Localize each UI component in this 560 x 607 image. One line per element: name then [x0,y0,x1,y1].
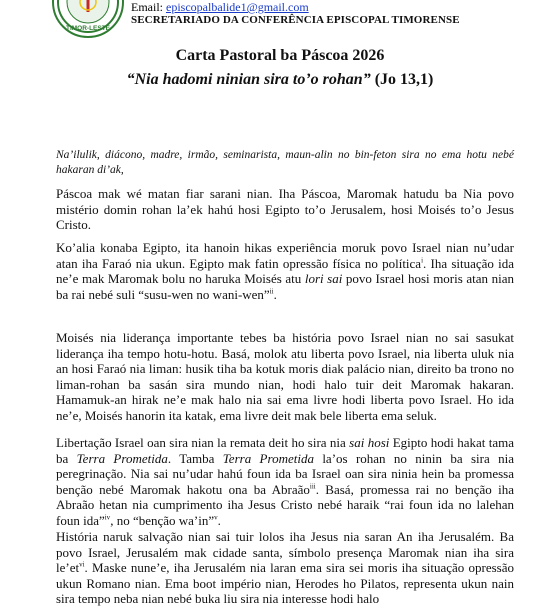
email-link[interactable]: episcopalbalide1@gmail.com [166,0,309,14]
subtitle-reference: (Jo 13,1) [374,71,434,88]
endnote-ref[interactable]: i [421,256,424,265]
paragraph-1: Páscoa mak wé matan fiar sarani nian. Iha Páscoa, Maromak hatudu ba Nia povo mistério domin rohan la’ek hahú hosi Egipto to’o Jerusalem, hosi Moisés to’o Jesus Cristo. [56,186,514,232]
p2-text: povo Israel hosi moris atan nian ba rai nebé suli “susu-wen no wani-wen” [56,271,514,302]
p4-text: Egipto hodi hakat tama ba [56,435,514,466]
logo-emblem-icon [54,0,122,36]
p4-text: Libertação Israel oan sira nian la remata deit ho sira nia [56,435,350,450]
p4-text: . [217,512,221,528]
p2-text: . [273,286,277,302]
logo-caption: TIMOR-LESTE [65,25,111,32]
email-line [131,0,309,15]
p4-emphasis: sai hosi [349,435,390,450]
p5-text: História naruk salvação nian sai tuir lolos iha Jesus nia saran An iha Jerusalém. Ba povo Israel, Jerusalém mak cidade santa, símbolo presença Maromak nian iha sira le’et [56,529,514,575]
paragraph-5 [56,529,514,607]
p4-text: , no “benção wa’in” [110,512,215,528]
secretariat-name: SECRETARIADO DA CONFERÊNCIA EPISCOPAL TIMORENSE [131,14,460,26]
conference-logo [52,0,124,38]
p4-text: . Basá, promessa rai no benção iha Abraão hetan nia cumprimento iha Jesus Cristo nebé haraik “rai foun ida no lalehan foun ida” [56,481,514,528]
letter-subtitle [0,71,560,89]
p4-emphasis: Terra Prometida [222,450,314,466]
endnote-ref[interactable]: v [214,513,218,522]
p4-text: la’os rohan no ninin ba sira nia peregrinação. Nia sai nu’udar hahú foun ida ba Israel oan sira ninia hein ba promessa benção nebé Maromak hakotu ona ba Abraão [56,450,515,497]
p4-emphasis: Terra Prometida [76,450,168,466]
endnote-ref[interactable]: iii [309,482,316,491]
p2-emphasis: lori sai [304,271,343,286]
subtitle-quote: “Nia hadomi ninian sira to’o rohan” [126,71,371,88]
endnote-ref[interactable]: iv [104,513,111,522]
paragraph-4 [56,435,514,528]
p2-text: . Iha situação ida ne’e mak Maromak bolu no haruka Moisés atu [56,255,515,286]
endnote-ref[interactable]: ii [269,287,274,296]
letterhead [0,0,560,30]
p4-text: . Tamba [167,450,223,466]
p2-text: Ko’alia konaba Egipto, ita hanoin hikas experiência moruk povo Israel nian nu’udar atan iha Faraó nia ukun. Egipto mak fatin opressão física no política [56,240,514,271]
email-label: Email: [131,0,163,14]
paragraph-3: Moisés nia liderança importante tebes ba história povo Israel nian no sai sasukat liderança iha tempo hotu-hotu. Basá, molok atu liberta povo Israel, nia liberta uluk nia an hosi Faraó nia liman: husik tiha ba kotuk moris diak palácio nian, direito ba trono no liman-rohan ba sasán sira mundo nian, hodi halo tuir deit Maromak hakaran. Hamamuk-an hirak ne’e mak halo nia sai ema livre hodi liberta povo Israel. Ho ida ne’e, Moisés hanorin ita katak, ema livre deit mak bele liberta ema seluk. [56,330,514,423]
paragraph-2 [56,240,514,302]
letter-title: Carta Pastoral ba Páscoa 2026 [175,47,385,64]
endnote-ref[interactable]: vi [79,560,85,569]
greeting: Na’ilulik, diácono, madre, irmão, seminarista, maun-alin no bin-feton sira no ema hotu nebé hakaran di’ak, [56,149,514,176]
p5-text: . Maske nune’e, iha Jerusalém nia laran ema sira sei moris iha situação opressão ukun Romano nian. Ema boot império nian, Herodes ho Pilatos, representa ukun nain sira tempo neba nian nebé buka liu sira nia interesse hodi halo [56,560,514,606]
